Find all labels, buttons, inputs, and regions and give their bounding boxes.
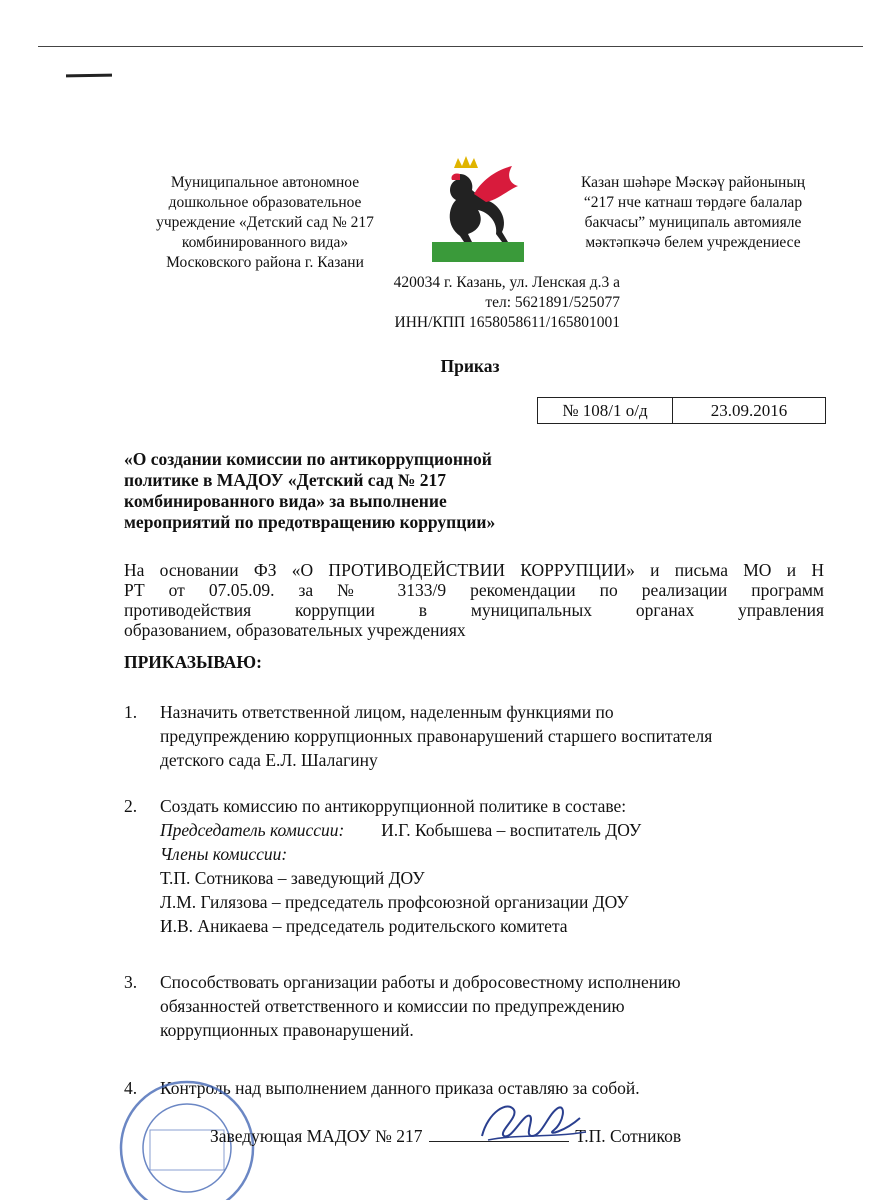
commission-list — [160, 818, 760, 938]
item-text: Контроль над выполнением данного приказа оставляю за собой. — [160, 1078, 640, 1098]
basis-line: РТ от 07.05.09. за № 3133/9 рекомендации по реализации программ — [124, 580, 824, 600]
scan-top-line — [38, 46, 863, 47]
item-number: 2. — [124, 796, 138, 816]
order-number-box — [537, 397, 826, 424]
order-basis — [124, 560, 824, 640]
header-right-block — [548, 173, 838, 253]
signer-name: Т.П. Сотников — [575, 1126, 682, 1146]
signer-position: Заведующая МАДОУ № 217 — [210, 1126, 423, 1146]
item-text: Назначить ответственной лицом, наделенным функциями по предупреждению коррупционных правонарушений старшего воспитателя детского сада Е.Л. Шалагину — [160, 702, 713, 770]
header-left-line: учреждение «Детский сад № 217 — [156, 214, 374, 231]
basis-line: На основании ФЗ «О ПРОТИВОДЕЙСТВИИ КОРРУПЦИИ» и письма МО и Н — [124, 560, 824, 580]
chair-name: И.Г. Кобышева – воспитатель ДОУ — [381, 820, 642, 840]
scan-mark — [66, 74, 112, 78]
header-left-block — [140, 173, 390, 273]
commission-chair-row — [160, 818, 760, 842]
kazan-emblem-icon — [426, 150, 530, 264]
order-word: ПРИКАЗЫВАЮ: — [124, 652, 262, 672]
header-right-line: мәктәпкәчә белем учреждениесе — [585, 234, 801, 251]
order-item-1 — [124, 700, 814, 780]
phone-line: тел: 5621891/525077 — [485, 294, 620, 311]
chair-label: Председатель комиссии: — [160, 820, 345, 840]
item-text: Создать комиссию по антикоррупционной политике в составе: — [160, 796, 627, 816]
document-title: Приказ — [440, 356, 500, 376]
order-number: № 108/1 о/д — [538, 398, 673, 423]
order-item-3 — [124, 970, 814, 1050]
item-number: 1. — [124, 702, 138, 722]
header-right-line: Казан шәһәре Мәскәү районының — [580, 174, 806, 191]
handwritten-signature-icon — [468, 1092, 598, 1152]
item-number: 3. — [124, 972, 138, 992]
basis-line: противодействия коррупции в муниципальных органах управления — [124, 600, 824, 620]
header-left-line: Московского района г. Казани — [166, 254, 364, 271]
signature-row — [210, 1123, 681, 1147]
basis-line: образованием, образовательных учреждениях — [124, 620, 466, 640]
header-left-line: Муниципальное автономное — [170, 174, 360, 191]
item-text: Способствовать организации работы и добросовестному исполнению обязанностей ответственного и комиссии по предупреждению коррупционных правонарушений. — [160, 972, 681, 1040]
header-left-line: дошкольное образовательное — [168, 194, 362, 211]
order-item-2 — [124, 794, 814, 818]
header-right-line: бакчасы” муниципаль автомияле — [584, 214, 802, 231]
member: Л.М. Гилязова – председатель профсоюзной организации ДОУ — [160, 892, 629, 912]
header-left-line: комбинированного вида» — [181, 234, 349, 251]
address-line: 420034 г. Казань, ул. Ленская д.3 а — [393, 274, 620, 291]
member: И.В. Аникаева – председатель родительского комитета — [160, 916, 568, 936]
members-label: Члены комиссии: — [160, 844, 288, 864]
item-number: 4. — [124, 1078, 138, 1098]
order-date: 23.09.2016 — [710, 400, 788, 420]
order-subject: «О создании комиссии по антикоррупционной политике в МАДОУ «Детский сад № 217 комбинированного вида» за выполнение мероприятий по предотвращению коррупции» — [124, 449, 496, 532]
inn-line: ИНН/КПП 1658058611/165801001 — [394, 314, 620, 331]
member: Т.П. Сотникова – заведующий ДОУ — [160, 868, 425, 888]
header-right-line: “217 нче катнаш төрдәге балалар — [583, 194, 803, 211]
address-block — [300, 273, 620, 333]
